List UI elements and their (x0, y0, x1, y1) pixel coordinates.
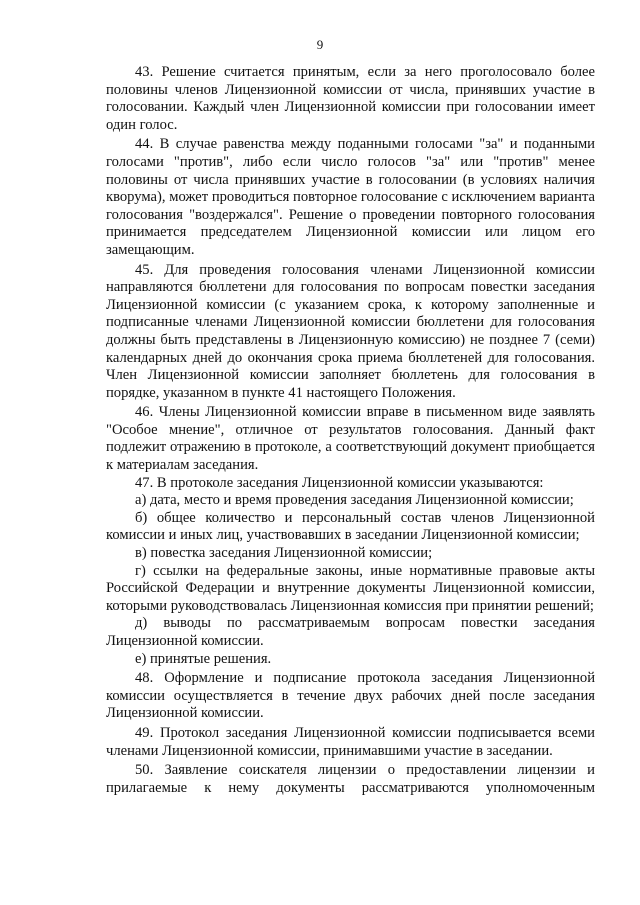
list-item-d: д) выводы по рассматриваемым вопросам повестки заседания Лицензионной комиссии. (106, 615, 595, 649)
list-item-e: е) принятые решения. (135, 650, 272, 667)
paragraph-46: 46. Члены Лицензионной комиссии вправе в письменном виде заявлять "Особое мнение", отличное от результатов голосования. Данный факт подлежит отражению в протоколе, а соответствующий документ приобщается к материалам заседания. (106, 404, 595, 474)
document-body (106, 64, 595, 797)
paragraph-49: 49. Протокол заседания Лицензионной комиссии подписывается всеми членами Лицензионной комиссии, принимавшими участие в заседании. (106, 724, 595, 759)
list-item-a: а) дата, место и время проведения заседания Лицензионной комиссии; (135, 492, 574, 509)
page-number: 9 (316, 37, 324, 52)
paragraph-47: 47. В протоколе заседания Лицензионной комиссии указываются: (135, 474, 544, 491)
paragraph-43: 43. Решение считается принятым, если за него проголосовало более половины членов Лицензионной комиссии от числа, принявших участие в голосовании. Каждый член Лицензионной комиссии при голосовании имеет один голос. (106, 64, 595, 133)
list-item-b: б) общее количество и персональный состав членов Лицензионной комиссии и иных лиц, участвовавших в заседании Лицензионной комиссии; (106, 509, 595, 544)
list-item-g: г) ссылки на федеральные законы, иные нормативные правовые акты Российской Федерации и внутренние документы Лицензионной комиссии, которыми руководствовалась Лицензионная комиссия при принятии решений; (106, 562, 595, 614)
paragraph-44: 44. В случае равенства между поданными голосами "за" и поданными голосами "против", либо если число голосов "за" или "против" менее половины от числа принявших участие в голосовании (в условиях наличия кворума), может проводиться повторное голосование с исключением варианта голосования "воздержался". Решение о проведении повторного голосования принимается председателем Лицензионной комиссии или лицом его замещающим. (106, 136, 595, 258)
paragraph-48: 48. Оформление и подписание протокола заседания Лицензионной комиссии осуществляется в течение двух рабочих дней после заседания Лицензионной комиссии. (106, 670, 595, 722)
paragraph-50: 50. Заявление соискателя лицензии о предоставлении лицензии и прилагаемые к нему документы рассматриваются уполномоченным (106, 762, 595, 796)
paragraph-45: 45. Для проведения голосования членами Лицензионной комиссии направляются бюллетени для голосования по вопросам повестки заседания Лицензионной комиссии (с указанием срока, к которому заполненные и подписанные членами Лицензионной комиссии бюллетени для голосования должны быть представлены в Лицензионную комиссию) не позднее 7 (семи) календарных дней до окончания срока приема бюллетеней для голосования. Член Лицензионной комиссии заполняет бюллетень для голосования в порядке, указанном в пункте 41 настоящего Положения. (106, 261, 595, 401)
list-item-v: в) повестка заседания Лицензионной комиссии; (135, 545, 433, 562)
